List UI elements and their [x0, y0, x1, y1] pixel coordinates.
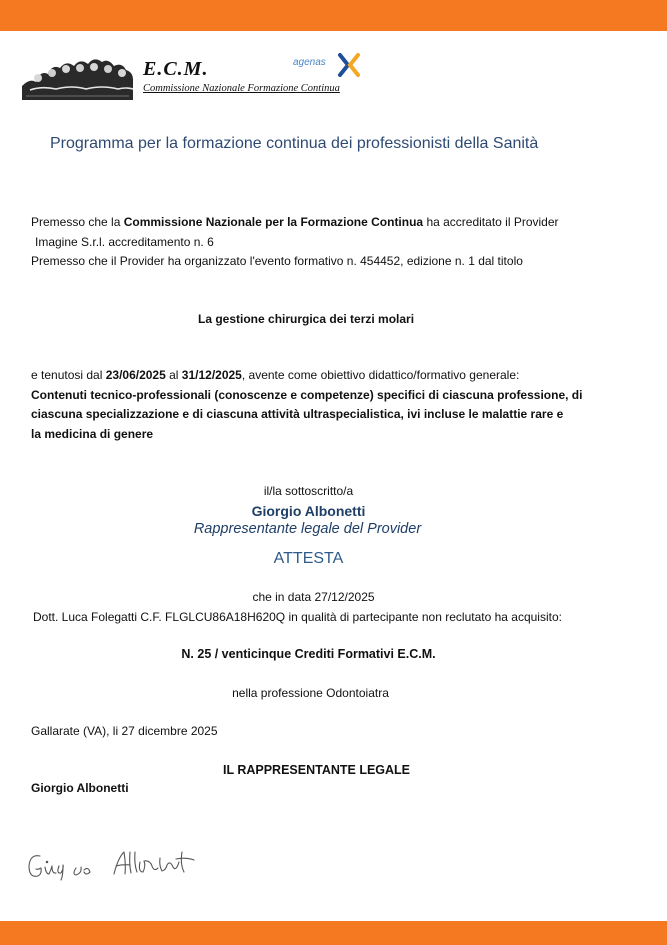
- ecm-logo-image: [22, 56, 133, 100]
- intro-line-3: Premesso che il Provider ha organizzato l'evento formativo n. 454452, edizione n. 1 dal titolo: [31, 254, 523, 268]
- handwritten-signature: [26, 848, 201, 882]
- end-date: 31/12/2025: [181, 368, 242, 382]
- intro-line-1-suffix: ha accreditato il Provider: [423, 215, 559, 229]
- bottom-orange-bar: [0, 921, 667, 945]
- attesta-heading: ATTESTA: [273, 550, 344, 567]
- start-date: 23/06/2025: [105, 368, 166, 382]
- program-title: Programma per la formazione continua dei professionisti della Sanità: [50, 135, 539, 152]
- objective-line-1: Contenuti tecnico-professionali (conoscenze e competenze) specifici di ciascuna professione, di: [31, 388, 583, 402]
- objective-line-2: ciascuna specializzazione e di ciascuna attività ultraspecialistica, ivi incluse le malattie rare e: [31, 407, 564, 421]
- intro-line-1: [31, 215, 559, 229]
- place-date-line: Gallarate (VA), li 27 dicembre 2025: [31, 724, 218, 738]
- participant-line: Dott. Luca Folegatti C.F. FLGLCU86A18H620Q in qualità di partecipante non reclutato ha acquisito:: [33, 610, 562, 624]
- signer-name: Giorgio Albonetti: [251, 503, 366, 519]
- intro-line-1-prefix: Premesso che la: [31, 215, 124, 229]
- signer-intro: il/la sottoscritto/a: [263, 484, 354, 498]
- profession-line: nella professione Odontoiatra: [232, 686, 389, 700]
- certificate-date-line: che in data 27/12/2025: [252, 590, 375, 604]
- commission-name: Commissione Nazionale per la Formazione Continua: [123, 215, 424, 229]
- signer-role: Rappresentante legale del Provider: [193, 521, 422, 537]
- top-orange-bar: [0, 0, 667, 31]
- dates-line: [31, 368, 519, 382]
- event-title: La gestione chirurgica dei terzi molari: [198, 312, 415, 326]
- agenas-logo-icon: [338, 53, 360, 77]
- objective-line-3: la medicina di genere: [31, 427, 154, 441]
- agenas-logo-text: agenas: [293, 57, 326, 68]
- dates-suffix: , avente come obiettivo didattico/formativo generale:: [241, 368, 520, 382]
- dates-prefix: e tenutosi dal: [31, 368, 106, 382]
- intro-line-2: Imagine S.r.l. accreditamento n. 6: [35, 235, 214, 249]
- ecm-logo-subtitle: Commissione Nazionale Formazione Continua: [143, 83, 340, 94]
- credits-line: N. 25 / venticinque Crediti Formativi E.C.M.: [181, 647, 436, 661]
- legal-rep-name: Giorgio Albonetti: [31, 781, 129, 795]
- ecm-logo-title: E.C.M.: [143, 58, 209, 80]
- legal-rep-title: IL RAPPRESENTANTE LEGALE: [222, 763, 411, 777]
- dates-mid: al: [165, 368, 182, 382]
